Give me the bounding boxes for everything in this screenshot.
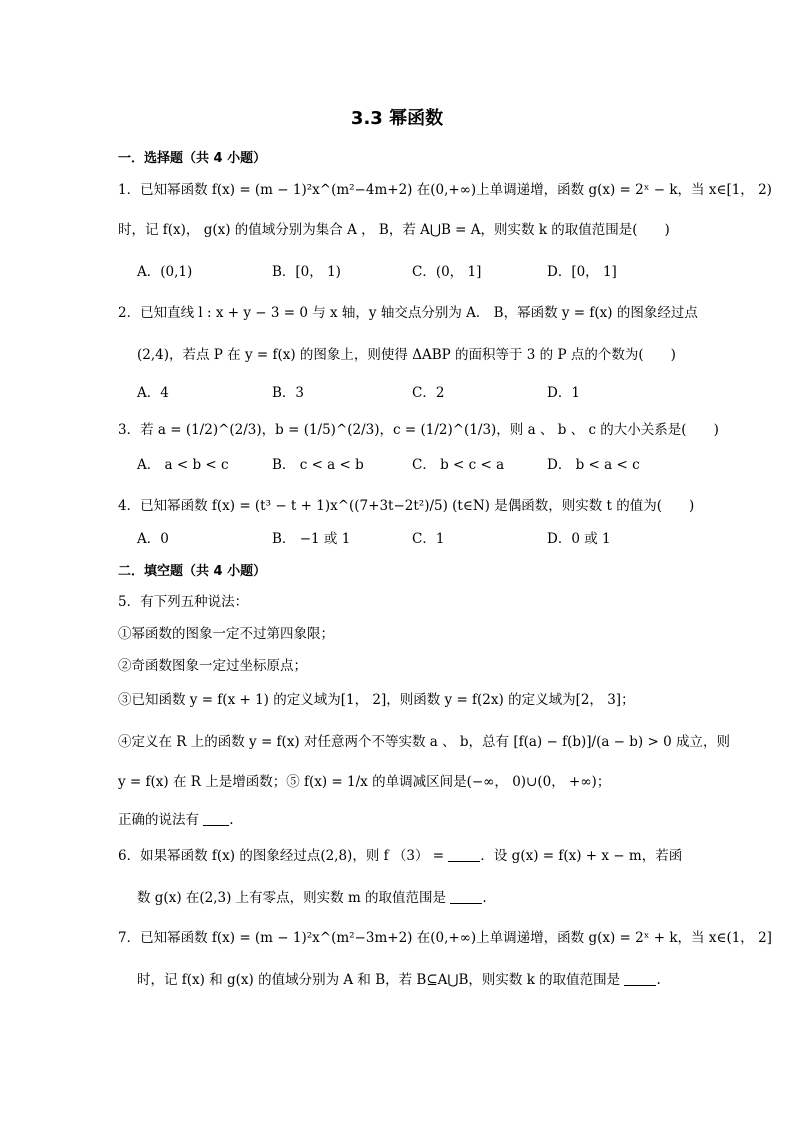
q2-option-b[interactable]: B．3: [272, 385, 305, 401]
q5-answer-blank[interactable]: [203, 811, 229, 826]
q3-option-b[interactable]: B． c < a < b: [272, 457, 364, 473]
q4-option-b[interactable]: B． −1 或 1: [272, 531, 351, 547]
q3-line1: 3．若 a = (1/2)^(2/3)，b = (1/5)^(2/3)，c = (1/2)^(1/3)，则 a 、 b 、 c 的大小关系是( ): [118, 422, 719, 438]
q2-option-d[interactable]: D．1: [547, 385, 580, 401]
q6-line1-text: 6．如果幂函数 f(x) 的图象经过点(2,8)，则 f （3） =: [118, 848, 445, 864]
q7-line1: 7．已知幂函数 f(x) = (m − 1)²x^(m²−3m+2) 在(0,+∞)上单调递增，函数 g(x) = 2ˣ + k，当 x∈(1， 2]: [118, 930, 772, 946]
q2-option-a[interactable]: A．4: [137, 385, 169, 401]
q7-line2: [137, 970, 697, 990]
q7-line2-text: 时，记 f(x) 和 g(x) 的值域分别为 A 和 B，若 B⊆A⋃B，则实数 k 的取值范围是: [137, 972, 621, 988]
q6-blank-1[interactable]: [448, 847, 480, 862]
q1-line2: 时，记 f(x)， g(x) 的值域分别为集合 A ， B，若 A⋃B = A，则实数 k 的取值范围是( ): [118, 222, 670, 238]
q3-option-d[interactable]: D． b < a < c: [547, 457, 640, 473]
q2-line2: (2,4)，若点 P 在 y = f(x) 的图象上，则使得 ΔABP 的面积等于 3 的 P 点的个数为( ): [137, 347, 676, 363]
q5-intro: 5．有下列五种说法：: [118, 594, 249, 610]
q4-option-a[interactable]: A．0: [137, 531, 169, 547]
q6-line2-end: .: [482, 890, 487, 906]
q3-option-c[interactable]: C． b < c < a: [412, 457, 505, 473]
page-title: 3.3 幂函数: [350, 108, 444, 129]
q6-line1-text-cont: ．设 g(x) = f(x) + x − m，若函: [480, 848, 683, 864]
q6-line1: [118, 846, 683, 866]
q3-option-a[interactable]: A． a < b < c: [137, 457, 229, 473]
q2-line1: 2．已知直线 l : x + y − 3 = 0 与 x 轴，y 轴交点分别为 A． B，幂函数 y = f(x) 的图象经过点: [118, 305, 698, 321]
q5-answer-prefix: 正确的说法有: [118, 812, 199, 828]
q1-option-d[interactable]: D．[0， 1]: [547, 264, 617, 280]
q1-option-a[interactable]: A．(0,1): [137, 264, 193, 280]
q5-statement-2: ②奇函数图象一定过坐标原点；: [118, 658, 307, 674]
section-heading-choice: 一．选择题（共 4 小题）: [118, 151, 267, 166]
section-heading-fill: 二．填空题（共 4 小题）: [118, 564, 267, 579]
q6-line2: [137, 888, 697, 908]
q4-line1: 4．已知幂函数 f(x) = (t³ − t + 1)x^((7+3t−2t²)/5) (t∈N) 是偶函数，则实数 t 的值为( ): [118, 498, 695, 514]
q4-option-c[interactable]: C．1: [412, 531, 445, 547]
q7-blank[interactable]: [624, 971, 656, 986]
q2-option-c[interactable]: C．2: [412, 385, 445, 401]
q5-statement-1: ①幂函数的图象一定不过第四象限；: [118, 626, 334, 642]
q4-option-d[interactable]: D．0 或 1: [547, 531, 611, 547]
q1-option-c[interactable]: C．(0， 1]: [412, 264, 482, 280]
q1-option-b[interactable]: B．[0， 1): [272, 264, 341, 280]
q5-answer-line: [118, 810, 678, 830]
q5-answer-suffix: .: [229, 812, 234, 828]
q5-statement-4: ④定义在 R 上的函数 y = f(x) 对任意两个不等实数 a 、 b，总有 [f(a) − f(b)]/(a − b) > 0 成立，则: [118, 734, 730, 750]
q1-line1: 1．已知幂函数 f(x) = (m − 1)²x^(m²−4m+2) 在(0,+∞)上单调递增，函数 g(x) = 2ˣ − k，当 x∈[1， 2): [118, 182, 772, 198]
q6-blank-2[interactable]: [450, 889, 482, 904]
q7-line2-end: .: [656, 972, 661, 988]
q5-statement-4-cont: y = f(x) 在 R 上是增函数；⑤ f(x) = 1/x 的单调减区间是(−∞， 0)∪(0， +∞)；: [118, 774, 611, 790]
q6-line2-text: 数 g(x) 在(2,3) 上有零点，则实数 m 的取值范围是: [137, 890, 447, 906]
q5-statement-3: ③已知函数 y = f(x + 1) 的定义域为[1， 2]，则函数 y = f(2x) 的定义域为[2， 3]；: [118, 692, 635, 708]
